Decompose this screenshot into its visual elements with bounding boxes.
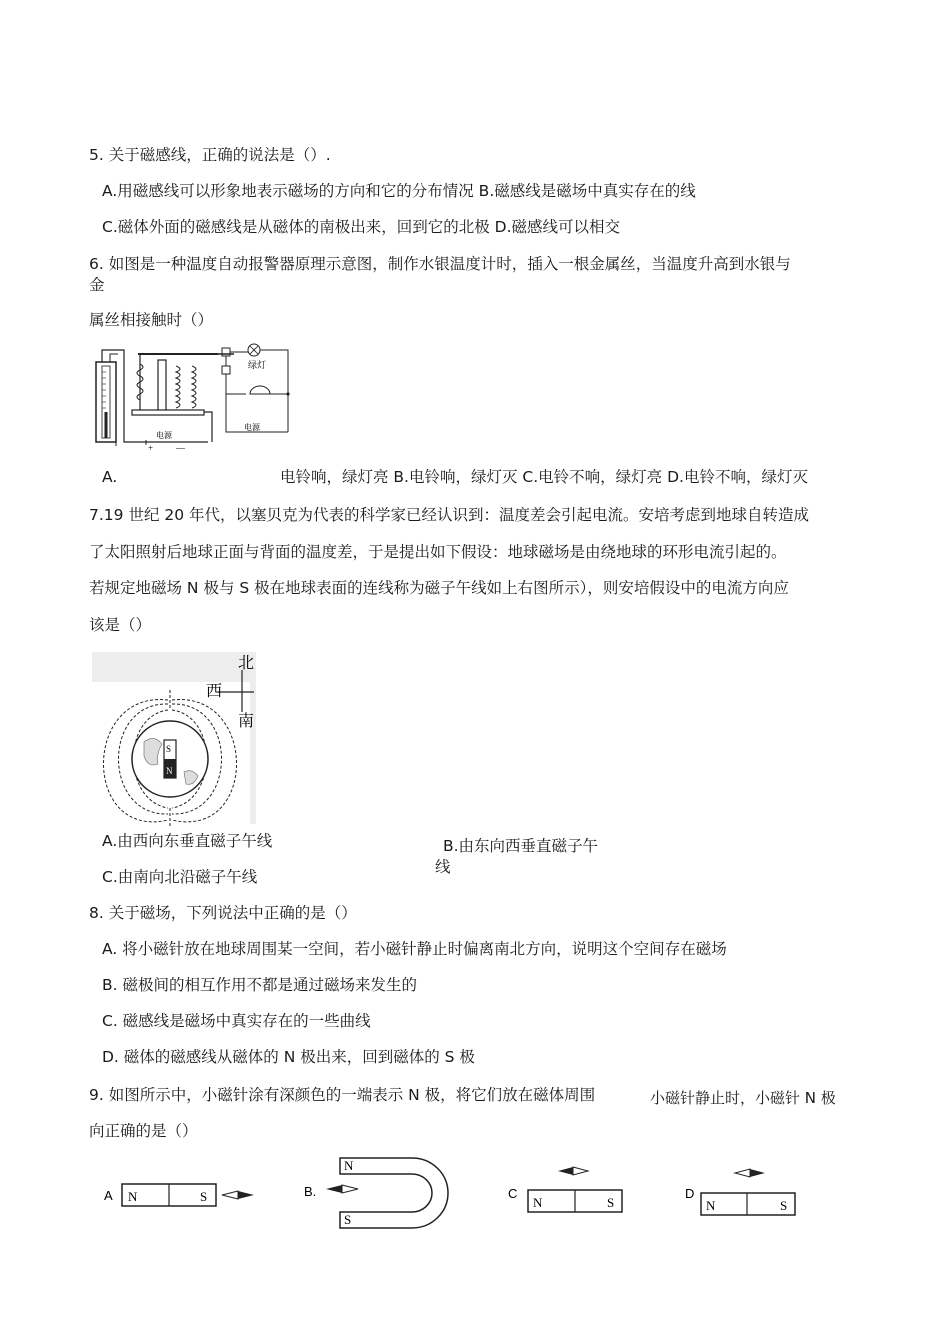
q6-power-right-label: 电源 bbox=[244, 423, 260, 432]
q9-stem-line1b: 小磁针静止时，小磁针 N 极 bbox=[650, 1089, 836, 1107]
q7-line3: 若规定地磁场 N 极与 S 极在地球表面的连线称为磁子午线如上右图所示），则安培假设中的电流方向应 bbox=[89, 579, 789, 597]
q6-stem-line3: 属丝相接触时（） bbox=[89, 311, 214, 329]
q6-stem-line1: 6. 如图是一种温度自动报警器原理示意图，制作水银温度计时，插入一根金属丝，当温度升高到水银与 bbox=[89, 255, 791, 273]
q9-figure-c-n: N bbox=[533, 1195, 543, 1210]
q7-option-b-line1: B.由东向西垂直磁子午 bbox=[443, 837, 599, 855]
q8-option-d: D. 磁体的磁感线从磁体的 N 极出来，回到磁体的 S 极 bbox=[102, 1048, 475, 1066]
q7-option-b-line2: 线 bbox=[435, 858, 451, 876]
q9-figure-b-n: N bbox=[344, 1158, 354, 1173]
q6-green-lamp-label: 绿灯 bbox=[248, 360, 267, 370]
q7-option-a: A.由西向东垂直磁子午线 bbox=[102, 832, 273, 850]
q9-figure-c-label: C bbox=[508, 1186, 518, 1201]
q6-option-a-label: A. bbox=[102, 468, 118, 486]
q5-options-ab: A.用磁感线可以形象地表示磁场的方向和它的分布情况 B.磁感线是磁场中真实存在的线 bbox=[102, 182, 696, 200]
q7-option-c: C.由南向北沿磁子午线 bbox=[102, 868, 258, 886]
q9-figure-a-s: S bbox=[200, 1189, 208, 1204]
q9-figure-b-label: B. bbox=[304, 1184, 317, 1199]
q8-stem: 8. 关于磁场，下列说法中正确的是（） bbox=[89, 904, 357, 922]
q9-figure-a-n: N bbox=[128, 1189, 138, 1204]
q9-figure-d-s: S bbox=[780, 1198, 788, 1213]
q9-stem-line1a: 9. 如图所示中，小磁针涂有深颜色的一端表示 N 极，将它们放在磁体周围 bbox=[89, 1086, 596, 1104]
q6-options: 电铃响，绿灯亮 B.电铃响，绿灯灭 C.电铃不响，绿灯亮 D.电铃不响，绿灯灭 bbox=[280, 468, 808, 486]
q6-power-left-label: 电源 bbox=[156, 431, 172, 440]
q7-line2: 了太阳照射后地球正面与背面的温度差，于是提出如下假设：地球磁场是由绕地球的环形电流引起的。 bbox=[89, 543, 787, 561]
q8-option-b: B. 磁极间的相互作用不都是通过磁场来发生的 bbox=[102, 976, 417, 994]
q8-option-a: A. 将小磁针放在地球周围某一空间，若小磁针静止时偏离南北方向，说明这个空间存在磁场 bbox=[102, 940, 727, 958]
q9-figure-d-label: D bbox=[685, 1186, 695, 1201]
q9-figure-c-s: S bbox=[607, 1195, 615, 1210]
q7-line4: 该是（） bbox=[89, 616, 152, 634]
q6-power-plus: + bbox=[148, 443, 154, 453]
q7-west-label: 西 bbox=[206, 683, 223, 700]
q9-stem-line2: 向正确的是（） bbox=[89, 1122, 198, 1140]
q9-figure-b-s: S bbox=[344, 1212, 352, 1227]
q9-figure-d bbox=[683, 1162, 808, 1220]
q9-figure-d-needle-icon bbox=[735, 1169, 765, 1177]
q9-figure-c bbox=[506, 1160, 631, 1218]
q7-north-label: 北 bbox=[238, 655, 255, 672]
q9-figure-c-needle-icon bbox=[558, 1167, 588, 1175]
q9-figure-d-n: N bbox=[706, 1198, 716, 1213]
q6-power-minus: — bbox=[176, 443, 185, 453]
q6-stem-line2: 金 bbox=[89, 276, 105, 294]
q5-stem: 5. 关于磁感线，正确的说法是（）. bbox=[89, 146, 331, 164]
q5-options-cd: C.磁体外面的磁感线是从磁体的南极出来，回到它的北极 D.磁感线可以相交 bbox=[102, 218, 621, 236]
q7-south-label: 南 bbox=[238, 713, 255, 730]
q7-magnet-n-label: N bbox=[166, 766, 173, 776]
q7-earth-magnetic-field-figure bbox=[92, 650, 262, 826]
q9-figure-b-needle-icon bbox=[326, 1185, 358, 1193]
q8-option-c: C. 磁感线是磁场中真实存在的一些曲线 bbox=[102, 1012, 371, 1030]
q7-line1: 7.19 世纪 20 年代，以塞贝克为代表的科学家已经认识到：温度差会引起电流。安培考虑到地球自转造成 bbox=[89, 506, 810, 524]
q7-magnet-s-label: S bbox=[166, 744, 172, 754]
q9-figure-a-needle-icon bbox=[222, 1191, 254, 1199]
q9-figure-a-label: A bbox=[104, 1188, 113, 1203]
q9-figure-a bbox=[102, 1180, 262, 1210]
q6-alarm-circuit-figure bbox=[88, 342, 298, 454]
q9-figure-b bbox=[302, 1154, 452, 1232]
